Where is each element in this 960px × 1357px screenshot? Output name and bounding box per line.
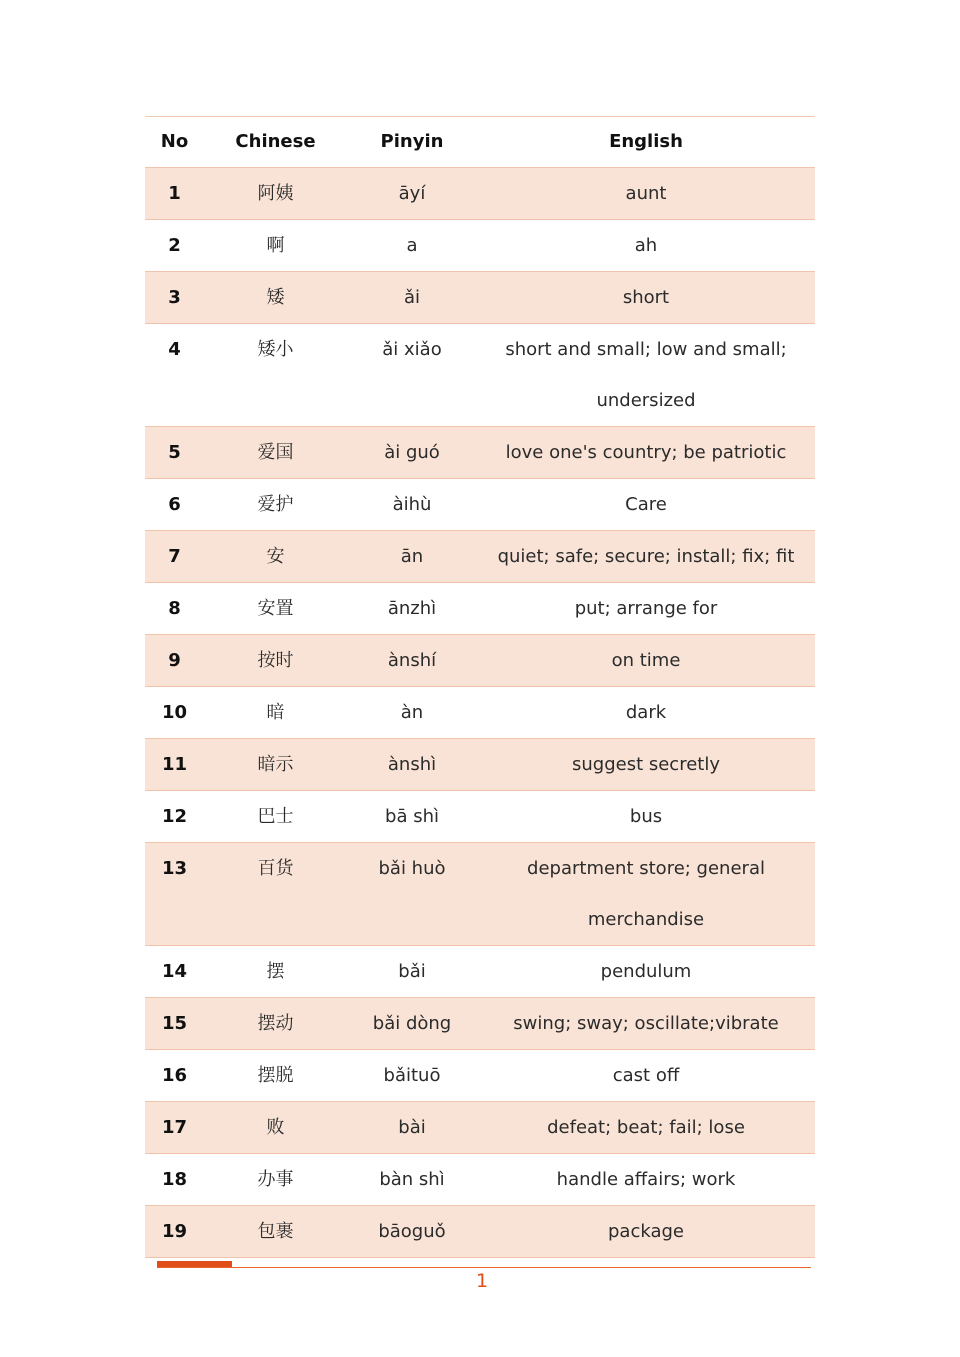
row-no: 4 [145, 324, 204, 427]
table-row [145, 583, 815, 635]
table-row [145, 635, 815, 687]
row-pinyin: a [347, 220, 477, 272]
row-english: put; arrange for [477, 583, 815, 635]
row-pinyin: ǎi [347, 272, 477, 324]
row-pinyin: bǎi dòng [347, 998, 477, 1050]
row-english: pendulum [477, 946, 815, 998]
row-pinyin: ān [347, 531, 477, 583]
row-english: short and small; low and small; undersized [477, 324, 815, 427]
row-english: bus [477, 791, 815, 843]
header-no: No [145, 117, 204, 168]
header-chinese: Chinese [204, 117, 347, 168]
row-chinese: 败 [204, 1102, 347, 1154]
table-row [145, 220, 815, 272]
row-english: defeat; beat; fail; lose [477, 1102, 815, 1154]
row-chinese: 矮 [204, 272, 347, 324]
table-row [145, 998, 815, 1050]
table-row [145, 168, 815, 220]
row-english: package [477, 1206, 815, 1258]
table-row [145, 1050, 815, 1102]
row-english: aunt [477, 168, 815, 220]
row-pinyin: bā shì [347, 791, 477, 843]
row-chinese: 啊 [204, 220, 347, 272]
table-row [145, 791, 815, 843]
row-chinese: 暗 [204, 687, 347, 739]
row-chinese: 摆 [204, 946, 347, 998]
row-english: suggest secretly [477, 739, 815, 791]
table-header [145, 117, 815, 168]
row-chinese: 矮小 [204, 324, 347, 427]
table-row [145, 531, 815, 583]
row-pinyin: ǎi xiǎo [347, 324, 477, 427]
table-row [145, 1102, 815, 1154]
row-english: love one's country; be patriotic [477, 427, 815, 479]
row-chinese: 摆动 [204, 998, 347, 1050]
row-english: department store; general merchandise [477, 843, 815, 946]
row-no: 5 [145, 427, 204, 479]
row-no: 8 [145, 583, 204, 635]
row-pinyin: ānzhì [347, 583, 477, 635]
header-pinyin: Pinyin [347, 117, 477, 168]
row-english: ah [477, 220, 815, 272]
row-pinyin: bǎi [347, 946, 477, 998]
row-pinyin: àn [347, 687, 477, 739]
row-chinese: 办事 [204, 1154, 347, 1206]
table-row [145, 739, 815, 791]
row-english: handle affairs; work [477, 1154, 815, 1206]
row-no: 11 [145, 739, 204, 791]
table-row [145, 1206, 815, 1258]
row-no: 13 [145, 843, 204, 946]
row-pinyin: bāoguǒ [347, 1206, 477, 1258]
row-no: 12 [145, 791, 204, 843]
row-no: 3 [145, 272, 204, 324]
row-pinyin: bài [347, 1102, 477, 1154]
table-row [145, 427, 815, 479]
row-pinyin: bǎi huò [347, 843, 477, 946]
row-english: quiet; safe; secure; install; fix; fit [477, 531, 815, 583]
table-row [145, 1154, 815, 1206]
row-pinyin: ài guó [347, 427, 477, 479]
row-english: swing; sway; oscillate;vibrate [477, 998, 815, 1050]
row-no: 1 [145, 168, 204, 220]
vocabulary-table [145, 116, 815, 1258]
table-row [145, 946, 815, 998]
row-chinese: 按时 [204, 635, 347, 687]
table-row [145, 324, 815, 427]
row-no: 2 [145, 220, 204, 272]
table-row [145, 479, 815, 531]
row-pinyin: àihù [347, 479, 477, 531]
row-pinyin: bǎituō [347, 1050, 477, 1102]
row-english: dark [477, 687, 815, 739]
row-no: 10 [145, 687, 204, 739]
row-chinese: 百货 [204, 843, 347, 946]
header-row [145, 117, 815, 168]
row-english: on time [477, 635, 815, 687]
row-no: 7 [145, 531, 204, 583]
table-row [145, 843, 815, 946]
row-no: 15 [145, 998, 204, 1050]
row-no: 14 [145, 946, 204, 998]
row-chinese: 巴士 [204, 791, 347, 843]
row-no: 9 [145, 635, 204, 687]
row-english: cast off [477, 1050, 815, 1102]
row-chinese: 安 [204, 531, 347, 583]
row-chinese: 暗示 [204, 739, 347, 791]
row-pinyin: ànshì [347, 739, 477, 791]
row-english: Care [477, 479, 815, 531]
row-chinese: 阿姨 [204, 168, 347, 220]
row-chinese: 包裹 [204, 1206, 347, 1258]
page-number: 1 [475, 1270, 489, 1292]
table-body [145, 168, 815, 1258]
table-row [145, 687, 815, 739]
row-no: 16 [145, 1050, 204, 1102]
row-no: 17 [145, 1102, 204, 1154]
footer-rule [157, 1267, 811, 1268]
row-no: 19 [145, 1206, 204, 1258]
row-pinyin: āyí [347, 168, 477, 220]
row-pinyin: ànshí [347, 635, 477, 687]
row-chinese: 安置 [204, 583, 347, 635]
row-english: short [477, 272, 815, 324]
header-english: English [477, 117, 815, 168]
row-chinese: 爱护 [204, 479, 347, 531]
row-no: 18 [145, 1154, 204, 1206]
row-chinese: 摆脱 [204, 1050, 347, 1102]
table-row [145, 272, 815, 324]
row-chinese: 爱国 [204, 427, 347, 479]
row-no: 6 [145, 479, 204, 531]
row-pinyin: bàn shì [347, 1154, 477, 1206]
